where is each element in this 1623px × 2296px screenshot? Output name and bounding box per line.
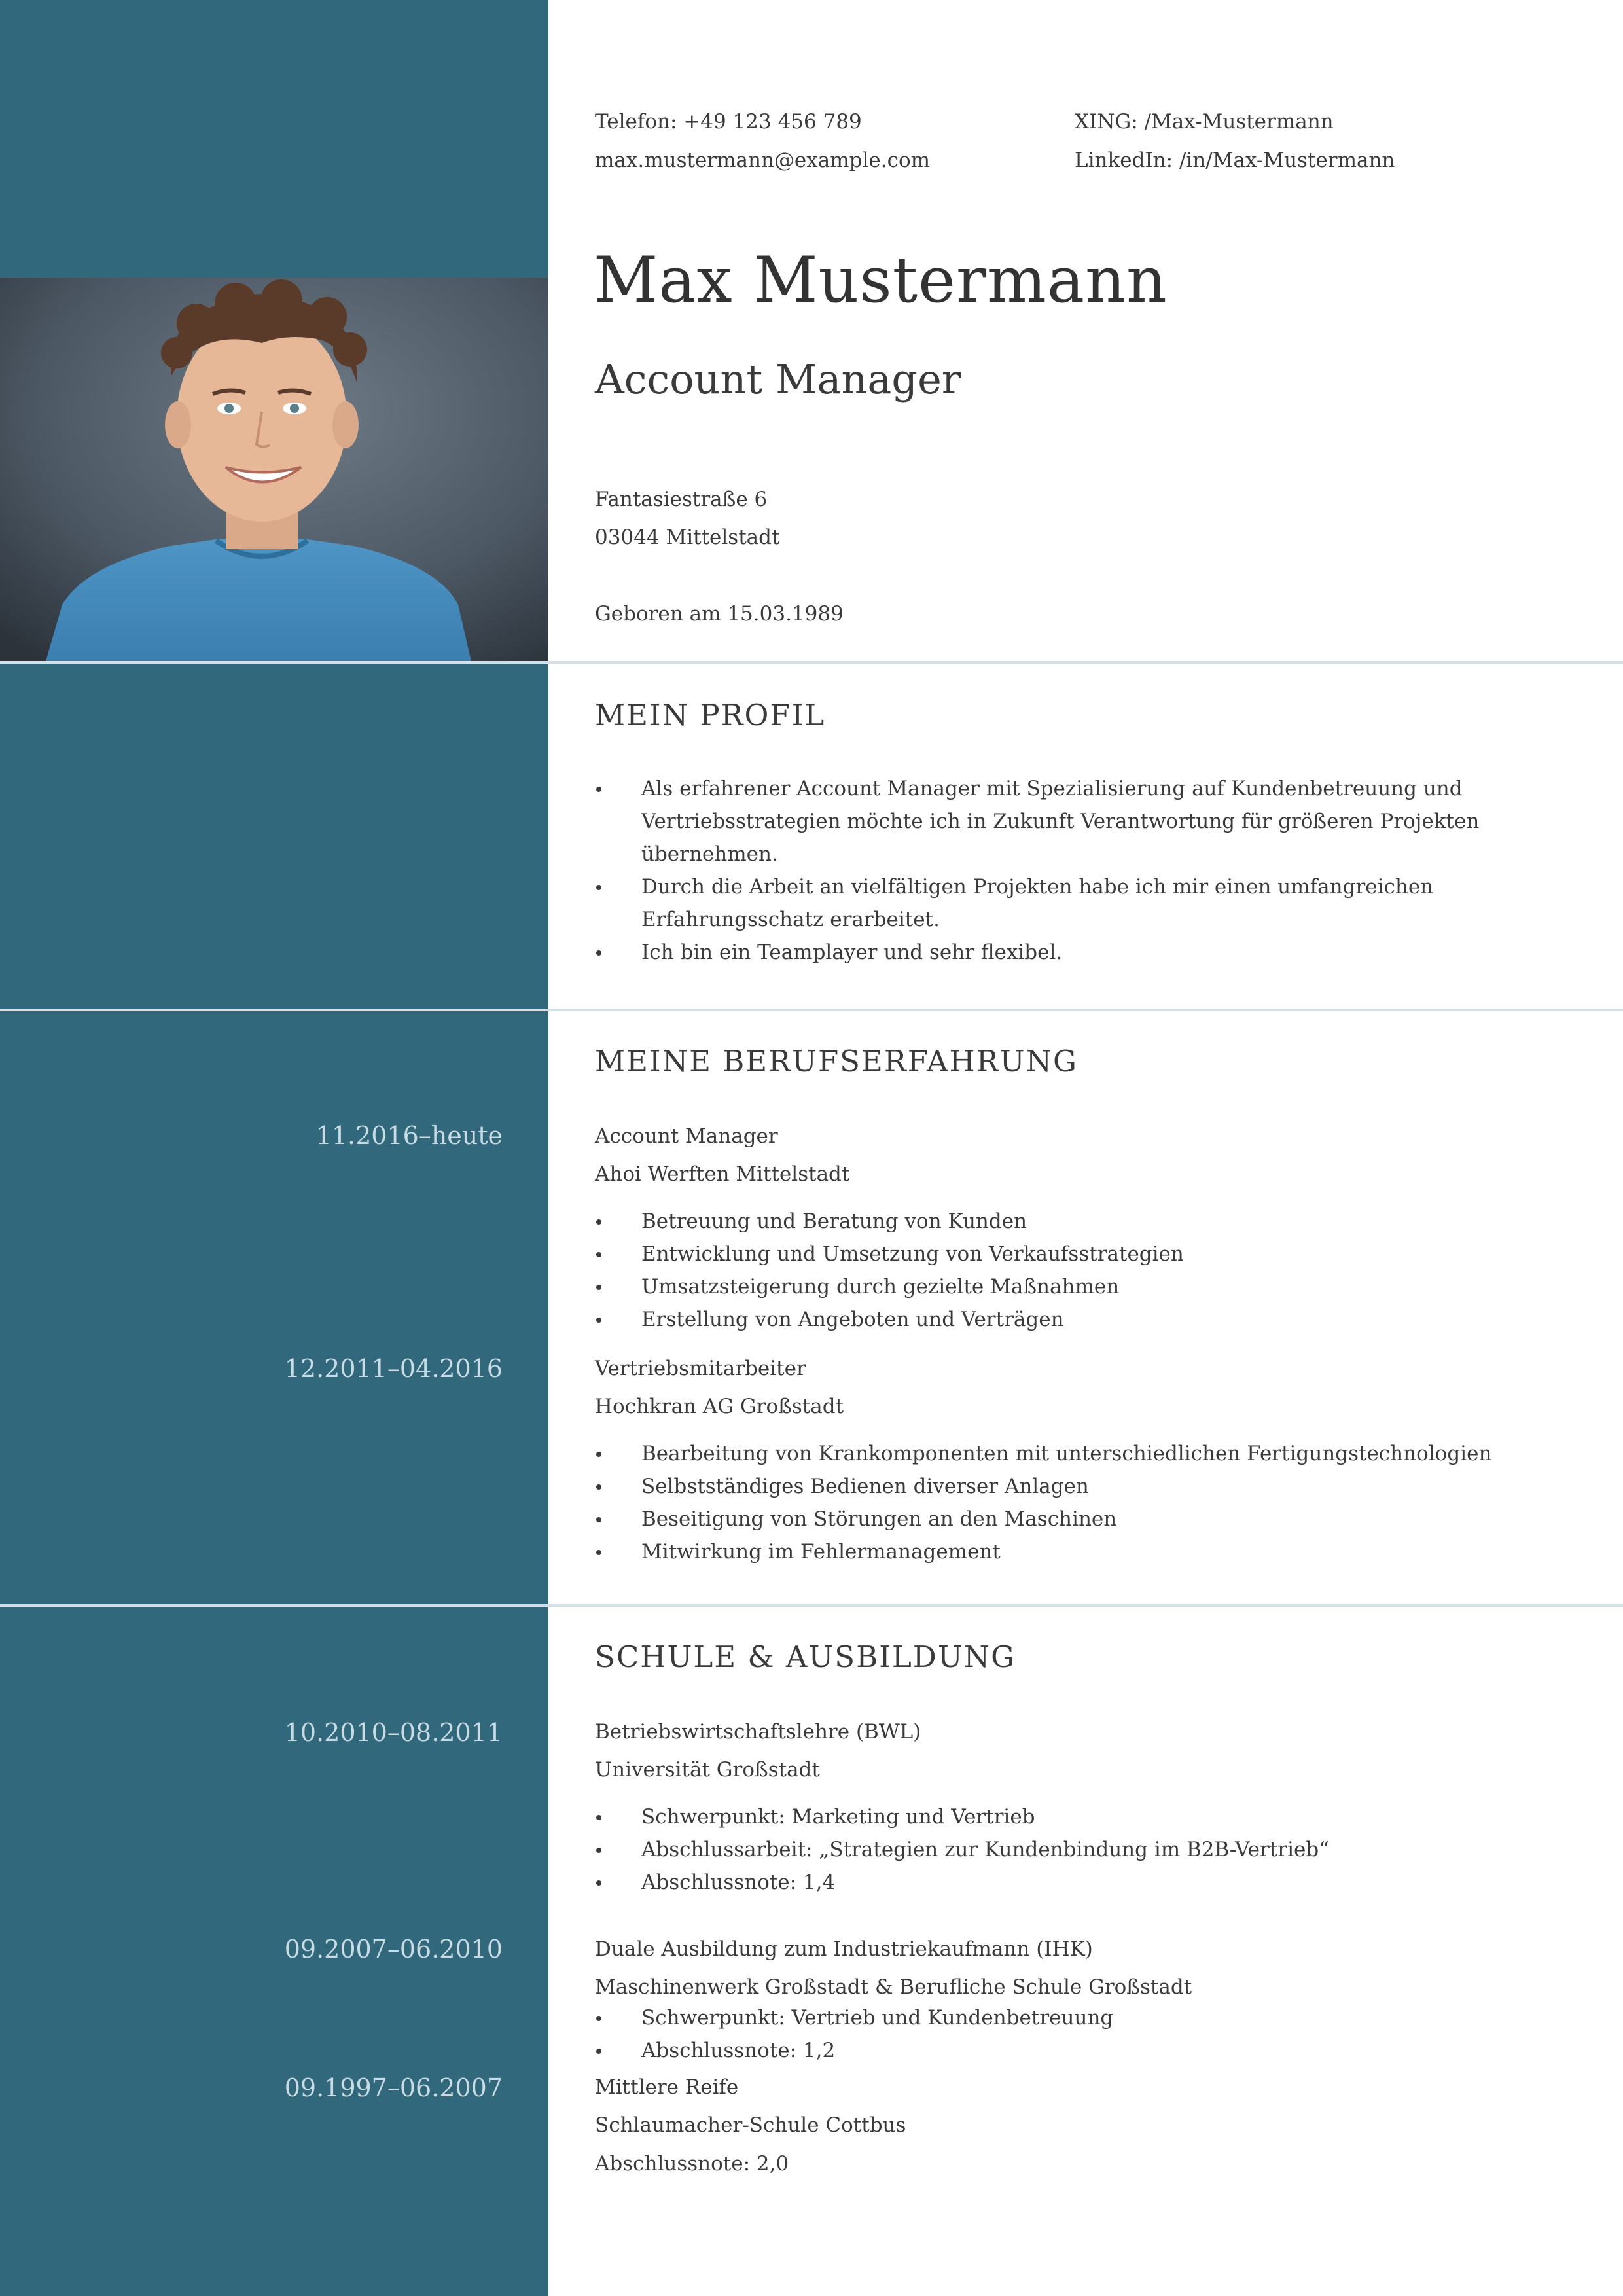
divider-experience (0, 1604, 1623, 1607)
portrait-illustration (0, 278, 548, 661)
list-item: Ich bin ein Teamplayer und sehr flexibel. (595, 936, 1524, 969)
list-item: Mitwirkung im Fehlermanagement (595, 1535, 1491, 1568)
education-date: 09.2007–06.2010 (284, 1935, 503, 1964)
job-title: Account Manager (595, 355, 961, 403)
list-item: Durch die Arbeit an vielfältigen Projekten habe ich mir einen umfangreichen Erfahrungsschatz erarbeitet. (595, 870, 1486, 936)
list-item: Schwerpunkt: Marketing und Vertrieb (595, 1801, 1329, 1833)
list-item: Abschlussnote: 1,2 (595, 2034, 1113, 2067)
education-degree: Betriebswirtschaftslehre (BWL) (595, 1720, 921, 1744)
list-item: Als erfahrener Account Manager mit Spezialisierung auf Kundenbetreuung und Vertriebsstrategien möchte ich in Zukunft Verantwortung für größeren Projekten übernehmen. (595, 772, 1524, 870)
contact-linkedin[interactable]: LinkedIn: /in/Max-Mustermann (1075, 149, 1395, 172)
education-school: Universität Großstadt (595, 1758, 820, 1782)
job-company: Ahoi Werften Mittelstadt (595, 1162, 850, 1186)
birth-date: Geboren am 15.03.1989 (595, 602, 844, 626)
list-item: Abschlussnote: 1,4 (595, 1866, 1329, 1899)
contact-phone: Telefon: +49 123 456 789 (595, 110, 862, 134)
profile-list (595, 772, 1524, 969)
job-position: Account Manager (595, 1124, 778, 1148)
education-details (595, 1801, 1329, 1899)
list-item: Entwicklung und Umsetzung von Verkaufsstrategien (595, 1238, 1184, 1270)
profile-photo (0, 278, 548, 661)
job-tasks (595, 1205, 1184, 1336)
section-title-profile: MEIN PROFIL (595, 698, 826, 732)
education-date: 09.1997–06.2007 (284, 2073, 503, 2102)
education-degree: Mittlere Reife (595, 2075, 739, 2099)
list-item: Bearbeitung von Krankomponenten mit unterschiedlichen Fertigungstechnologien (595, 1437, 1491, 1470)
contact-email[interactable]: max.mustermann@example.com (595, 149, 930, 172)
list-item: Umsatzsteigerung durch gezielte Maßnahmen (595, 1270, 1184, 1303)
list-item: Abschlussarbeit: „Strategien zur Kundenbindung im B2B-Vertrieb“ (595, 1833, 1329, 1866)
education-grade: Abschlussnote: 2,0 (595, 2152, 789, 2176)
job-company: Hochkran AG Großstadt (595, 1395, 844, 1418)
list-item: Selbstständiges Bedienen diverser Anlagen (595, 1470, 1491, 1503)
address-city: 03044 Mittelstadt (595, 526, 780, 549)
education-details (595, 2001, 1113, 2067)
section-title-experience: MEINE BERUFSERFAHRUNG (595, 1044, 1078, 1079)
education-school: Maschinenwerk Großstadt & Berufliche Schule Großstadt (595, 1975, 1192, 1999)
list-item: Betreuung und Beratung von Kunden (595, 1205, 1184, 1238)
person-name: Max Mustermann (594, 243, 1168, 317)
job-tasks (595, 1437, 1491, 1568)
contact-xing[interactable]: XING: /Max-Mustermann (1075, 110, 1334, 134)
list-item: Erstellung von Angeboten und Verträgen (595, 1303, 1184, 1336)
divider-header (0, 661, 1623, 664)
job-date: 11.2016–heute (315, 1121, 503, 1150)
education-degree: Duale Ausbildung zum Industriekaufmann (IHK) (595, 1937, 1093, 1961)
address-street: Fantasiestraße 6 (595, 488, 768, 511)
list-item: Schwerpunkt: Vertrieb und Kundenbetreuung (595, 2001, 1113, 2034)
job-position: Vertriebsmitarbeiter (595, 1357, 806, 1380)
list-item: Beseitigung von Störungen an den Maschinen (595, 1503, 1491, 1535)
divider-profile (0, 1009, 1623, 1011)
section-title-education: SCHULE & AUSBILDUNG (595, 1640, 1016, 1674)
education-date: 10.2010–08.2011 (284, 1718, 503, 1747)
job-date: 12.2011–04.2016 (284, 1354, 503, 1383)
education-school: Schlaumacher-Schule Cottbus (595, 2113, 906, 2137)
